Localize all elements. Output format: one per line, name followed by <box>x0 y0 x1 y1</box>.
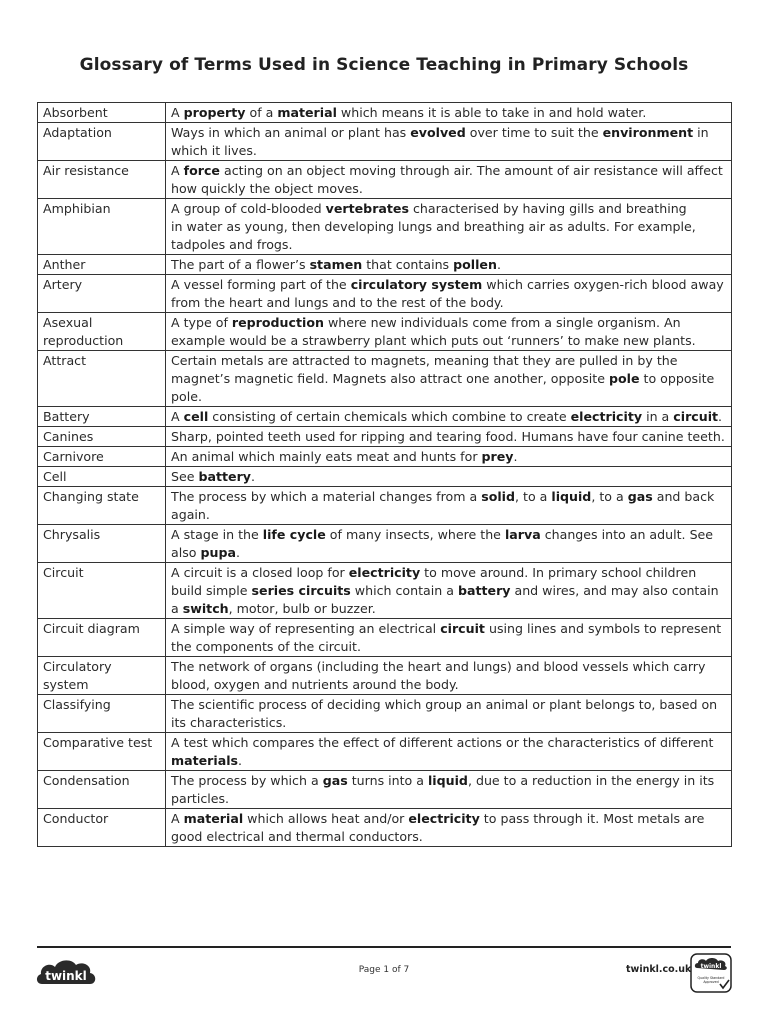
table-row <box>38 275 732 313</box>
glossary-definition: A force acting on an object moving through air. The amount of air resistance will affect how quickly the object moves. <box>166 161 732 199</box>
glossary-term: Condensation <box>38 771 166 809</box>
glossary-term: Carnivore <box>38 447 166 467</box>
glossary-term: Circulatory system <box>38 657 166 695</box>
table-row <box>38 657 732 695</box>
glossary-definition: A property of a material which means it is able to take in and hold water. <box>166 103 732 123</box>
table-row <box>38 809 732 847</box>
glossary-term: Battery <box>38 407 166 427</box>
table-row <box>38 123 732 161</box>
glossary-definition: A stage in the life cycle of many insects, where the larva changes into an adult. See also pupa. <box>166 525 732 563</box>
table-row <box>38 199 732 255</box>
page-title: Glossary of Terms Used in Science Teaching in Primary Schools <box>79 55 689 75</box>
table-row <box>38 447 732 467</box>
table-row <box>38 103 732 123</box>
table-row <box>38 487 732 525</box>
glossary-term: Chrysalis <box>38 525 166 563</box>
table-row <box>38 313 732 351</box>
table-row <box>38 733 732 771</box>
svg-text:twinkl: twinkl <box>700 963 722 970</box>
glossary-term: Classifying <box>38 695 166 733</box>
glossary-definition: A type of reproduction where new individuals come from a single organism. An example would be a strawberry plant which puts out ‘runners’ to make new plants. <box>166 313 732 351</box>
glossary-term: Air resistance <box>38 161 166 199</box>
glossary-definition: The part of a flower’s stamen that contains pollen. <box>166 255 732 275</box>
glossary-definition: An animal which mainly eats meat and hunts for prey. <box>166 447 732 467</box>
glossary-term: Comparative test <box>38 733 166 771</box>
glossary-term: Absorbent <box>38 103 166 123</box>
glossary-term: Circuit <box>38 563 166 619</box>
table-row <box>38 771 732 809</box>
glossary-definition: A material which allows heat and/or electricity to pass through it. Most metals are good electrical and thermal conductors. <box>166 809 732 847</box>
glossary-term: Amphibian <box>38 199 166 255</box>
glossary-definition: A circuit is a closed loop for electricity to move around. In primary school children build simple series circuits which contain a battery and wires, and may also contain a switch, motor, bulb or buzzer. <box>166 563 732 619</box>
logo-text: twinkl <box>45 969 87 983</box>
glossary-definition: The process by which a gas turns into a liquid, due to a reduction in the energy in its particles. <box>166 771 732 809</box>
table-row <box>38 563 732 619</box>
glossary-definition: A vessel forming part of the circulatory system which carries oxygen-rich blood away from the heart and lungs and to the rest of the body. <box>166 275 732 313</box>
table-row <box>38 467 732 487</box>
glossary-definition: The process by which a material changes from a solid, to a liquid, to a gas and back again. <box>166 487 732 525</box>
glossary-definition: Sharp, pointed teeth used for ripping and tearing food. Humans have four canine teeth. <box>166 427 732 447</box>
glossary-definition: A test which compares the effect of different actions or the characteristics of different materials. <box>166 733 732 771</box>
table-row <box>38 407 732 427</box>
table-row <box>38 695 732 733</box>
glossary-definition: A cell consisting of certain chemicals which combine to create electricity in a circuit. <box>166 407 732 427</box>
page-number: Page 1 of 7 <box>358 965 410 975</box>
table-row <box>38 255 732 275</box>
glossary-term: Asexual reproduction <box>38 313 166 351</box>
table-row <box>38 427 732 447</box>
glossary-definition: The scientific process of deciding which group an animal or plant belongs to, based on its characteristics. <box>166 695 732 733</box>
glossary-definition: Certain metals are attracted to magnets, meaning that they are pulled in by the magnet’s magnetic field. Magnets also attract one another, opposite pole to opposite pole. <box>166 351 732 407</box>
glossary-table <box>37 102 732 847</box>
glossary-definition: Ways in which an animal or plant has evolved over time to suit the environment in which it lives. <box>166 123 732 161</box>
glossary-term: Artery <box>38 275 166 313</box>
glossary-term: Attract <box>38 351 166 407</box>
glossary-definition: A group of cold-blooded vertebrates characterised by having gills and breathing in water as young, then developing lungs and breathing air as adults. For example, tadpoles and frogs. <box>166 199 732 255</box>
site-url[interactable]: twinkl.co.uk <box>626 964 692 975</box>
glossary-term: Changing state <box>38 487 166 525</box>
glossary-term: Canines <box>38 427 166 447</box>
glossary-term: Adaptation <box>38 123 166 161</box>
quality-badge <box>690 953 732 993</box>
table-row <box>38 525 732 563</box>
table-row <box>38 161 732 199</box>
glossary-term: Circuit diagram <box>38 619 166 657</box>
glossary-body <box>38 103 732 847</box>
glossary-definition: A simple way of representing an electrical circuit using lines and symbols to represent the components of the circuit. <box>166 619 732 657</box>
svg-text:Quality Standard: Quality Standard <box>697 976 725 980</box>
glossary-term: Anther <box>38 255 166 275</box>
glossary-term: Cell <box>38 467 166 487</box>
svg-text:Approved: Approved <box>703 980 719 984</box>
table-row <box>38 351 732 407</box>
table-row <box>38 619 732 657</box>
glossary-definition: See battery. <box>166 467 732 487</box>
glossary-term: Conductor <box>38 809 166 847</box>
footer-divider <box>37 946 731 948</box>
glossary-definition: The network of organs (including the heart and lungs) and blood vessels which carry blood, oxygen and nutrients around the body. <box>166 657 732 695</box>
